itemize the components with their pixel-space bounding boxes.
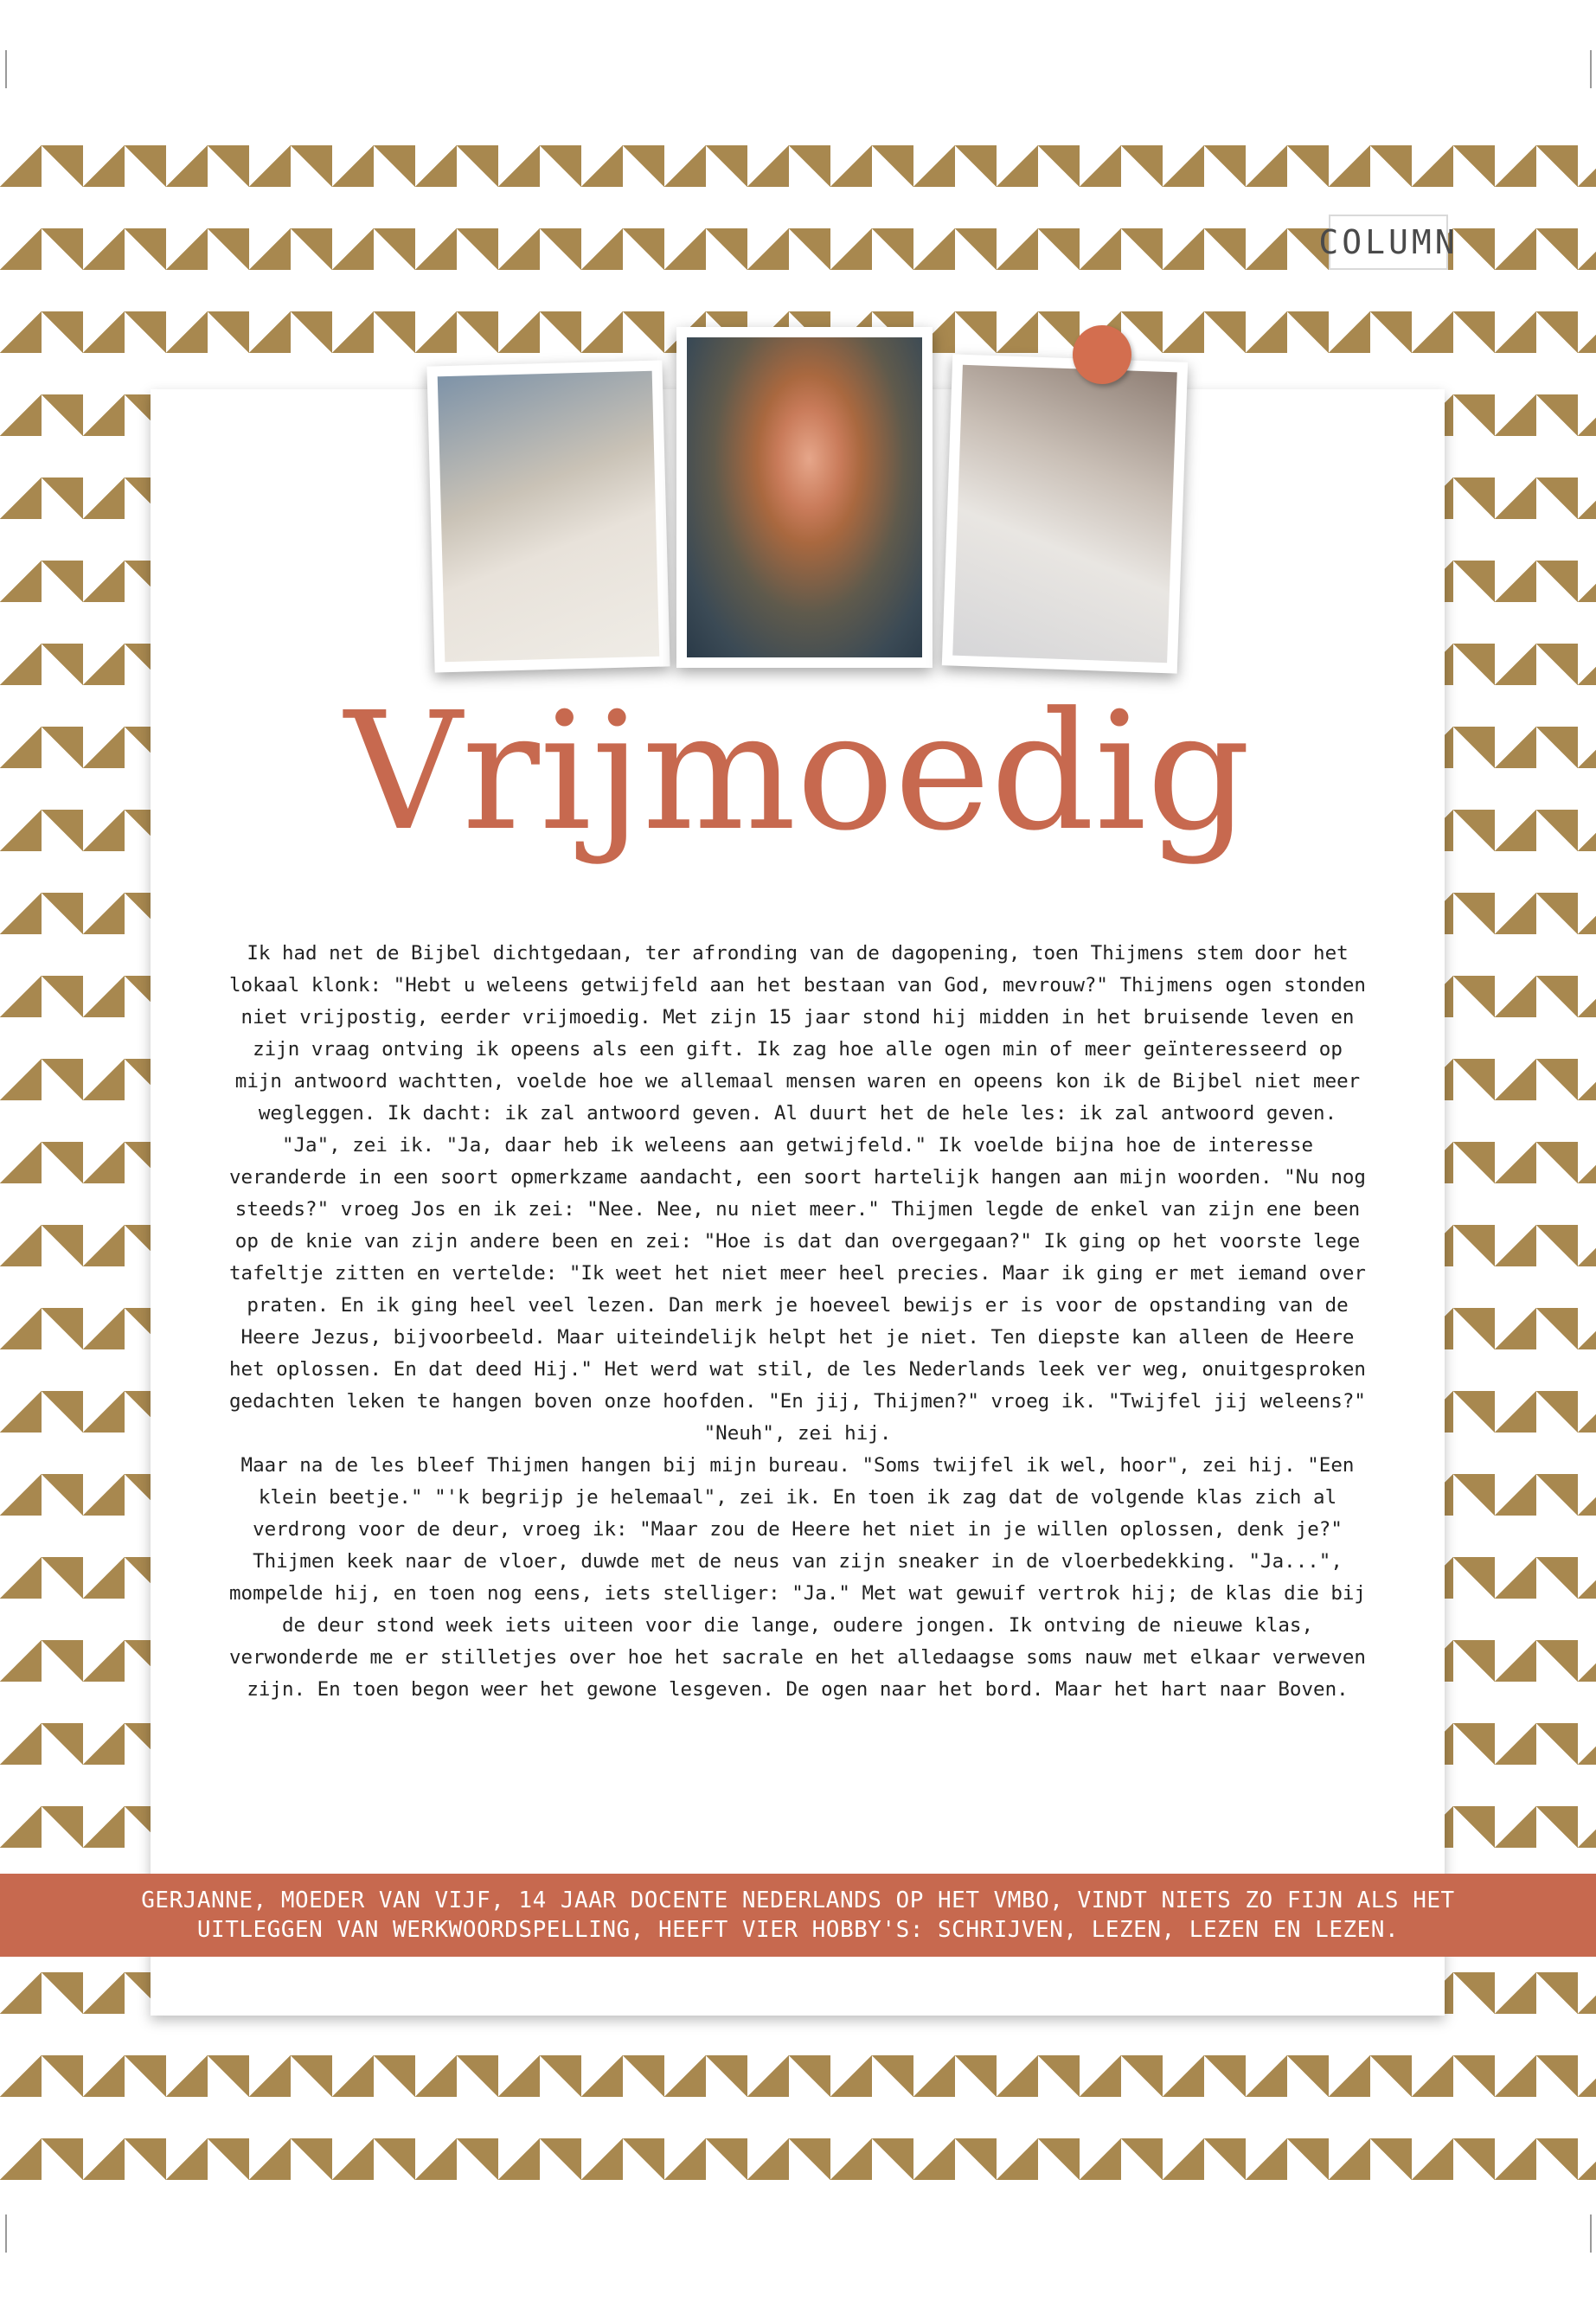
body-paragraph-1: Ik had net de Bijbel dichtgedaan, ter afronding van de dagopening, toen Thijmens stem door het lokaal klonk: "Hebt u weleens getwijfeld aan het bestaan van God, mevrouw?" Thijmens ogen stonden niet vrijpostig, eerder vrijmoedig. Met zijn 15 jaar stond hij midden in het bruisende leven en zijn vraag ontving ik opeens als een gift. Ik zag hoe alle ogen min of meer geïnteresseerd op mijn antwoord wachtten, voelde hoe we allemaal mensen waren en opeens kon ik de Bijbel niet meer wegleggen. Ik dacht: ik zal antwoord geven. Al duurt het de hele les: ik zal antwoord geven. (229, 942, 1366, 1125)
photo-pencil-case-image (438, 371, 660, 662)
author-bio-text: GERJANNE, MOEDER VAN VIJF, 14 JAAR DOCENTE NEDERLANDS OP HET VMBO, VINDT NIETS ZO FIJN ALS HET UITLEGGEN VAN WERKWOORDSPELLING, HEEFT VIER HOBBY'S: SCHRIJVEN, LEZEN, LEZEN EN LEZEN. (141, 1888, 1455, 1943)
crop-mark-bottom-left (5, 2214, 7, 2253)
body-paragraph-3: Maar na de les bleef Thijmen hangen bij mijn bureau. "Soms twijfel ik wel, hoor", zei hij. "Een klein beetje." "'k begrijp je helemaal", zei ik. En toen ik zag dat de volgende klas zich al verdrong voor de deur, vroeg ik: "Maar zou de Heere het niet in je willen oplossen, denk je?" Thijmen keek naar de vloer, duwde met de neus van zijn sneaker in de vloerbedekking. "Ja...", mompelde hij, en toen nog eens, iets stelliger: "Ja." Met wat gewuif vertrok hij; de klas die bij de deur stond week iets uiteen voor die lange, oudere jongen. Ik ontving de nieuwe klas, verwonderde me er stilletjes over hoe het sacrale en het alledaagse soms nauw met elkaar verweven zijn. En toen begon weer het gewone lesgeven. De ogen naar het bord. Maar het hart naar Boven. (229, 1454, 1366, 1701)
crop-mark-top-right (1590, 50, 1592, 88)
pushpin-dot-icon (1073, 325, 1131, 384)
page-title: Vrijmoedig (344, 677, 1251, 867)
crop-mark-top-left (5, 50, 7, 88)
photo-author-portrait (676, 327, 933, 668)
photo-pencil-case (426, 361, 670, 673)
photo-open-bible (942, 354, 1188, 673)
photo-open-bible-image (952, 365, 1177, 663)
crop-mark-bottom-right (1590, 2214, 1592, 2253)
author-bio-band (0, 1874, 1596, 1957)
body-paragraph-2: "Ja", zei ik. "Ja, daar heb ik weleens aan getwijfeld." Ik voelde bijna hoe de interesse veranderde in een soort opmerkzame aandacht, een soort hartelijk hangen aan mijn woorden. "Nu nog steeds?" vroeg Jos en ik zei: "Nee. Nee, nu niet meer." Thijmen legde de enkel van zijn ene been op de knie van zijn andere been en zei: "Hoe is dat dan overgegaan?" Ik ging op het voorste lege tafeltje zitten en vertelde: "Ik weet het niet meer heel precies. Maar ik ging er met iemand over praten. En ik ging heel veel lezen. Dan merk je hoeveel bewijs er is voor de opstanding van de Heere Jezus, bijvoorbeeld. Maar uiteindelijk helpt het je niet. Ten diepste kan alleen de Heere het oplossen. En dat deed Hij." Het werd wat stil, de les Nederlands leek ver weg, onuitgesproken gedachten leken te hangen boven onze hoofden. "En jij, Thijmen?" vroeg ik. "Twijfel jij weleens?" "Neuh", zei hij. (229, 1134, 1366, 1445)
section-tag: COLUMN (1329, 215, 1448, 270)
column-body (227, 938, 1368, 1706)
photo-author-portrait-image (687, 337, 922, 657)
